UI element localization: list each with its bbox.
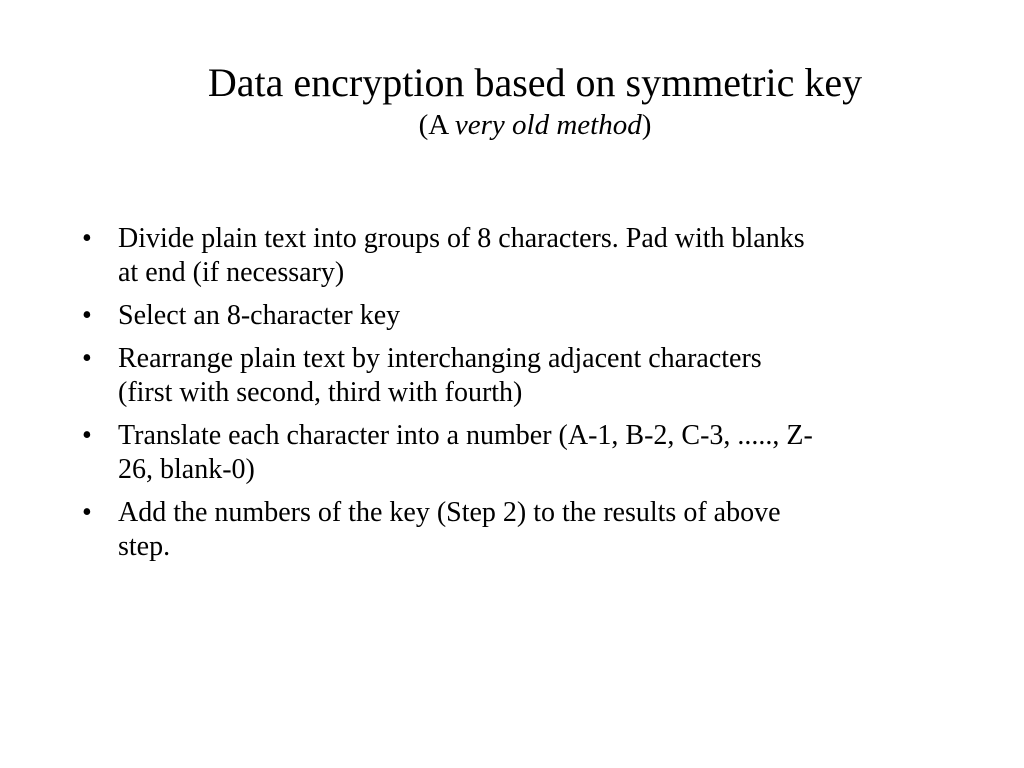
bullet-line: 26, blank-0)	[118, 454, 255, 485]
bullet-line: at end (if necessary)	[118, 257, 345, 288]
bullet-list	[78, 222, 978, 573]
subtitle-close: )	[641, 109, 652, 141]
slide-title: Data encryption based on symmetric key	[207, 60, 863, 105]
title-block	[110, 60, 960, 142]
bullet-line: (first with second, third with fourth)	[118, 377, 523, 408]
bullet-line: Rearrange plain text by interchanging adjacent characters	[118, 343, 762, 374]
bullet-item	[78, 222, 978, 290]
bullet-marker: •	[82, 420, 92, 451]
bullet-line: step.	[118, 531, 171, 562]
bullet-line: Translate each character into a number (A-1, B-2, C-3, ....., Z-	[118, 420, 813, 451]
bullet-marker: •	[82, 300, 92, 331]
bullet-item	[78, 299, 978, 333]
bullet-item	[78, 342, 978, 410]
subtitle-emphasis: very old method	[454, 109, 642, 141]
subtitle-open: (A	[418, 109, 455, 141]
bullet-line: Divide plain text into groups of 8 characters. Pad with blanks	[118, 223, 805, 254]
bullet-line: Select an 8-character key	[118, 300, 401, 331]
bullet-marker: •	[82, 343, 92, 374]
bullet-line: Add the numbers of the key (Step 2) to the results of above	[118, 497, 781, 528]
bullet-item	[78, 419, 978, 487]
bullet-marker: •	[82, 223, 92, 254]
slide-subtitle	[110, 108, 960, 142]
bullet-item	[78, 496, 978, 564]
bullet-marker: •	[82, 497, 92, 528]
